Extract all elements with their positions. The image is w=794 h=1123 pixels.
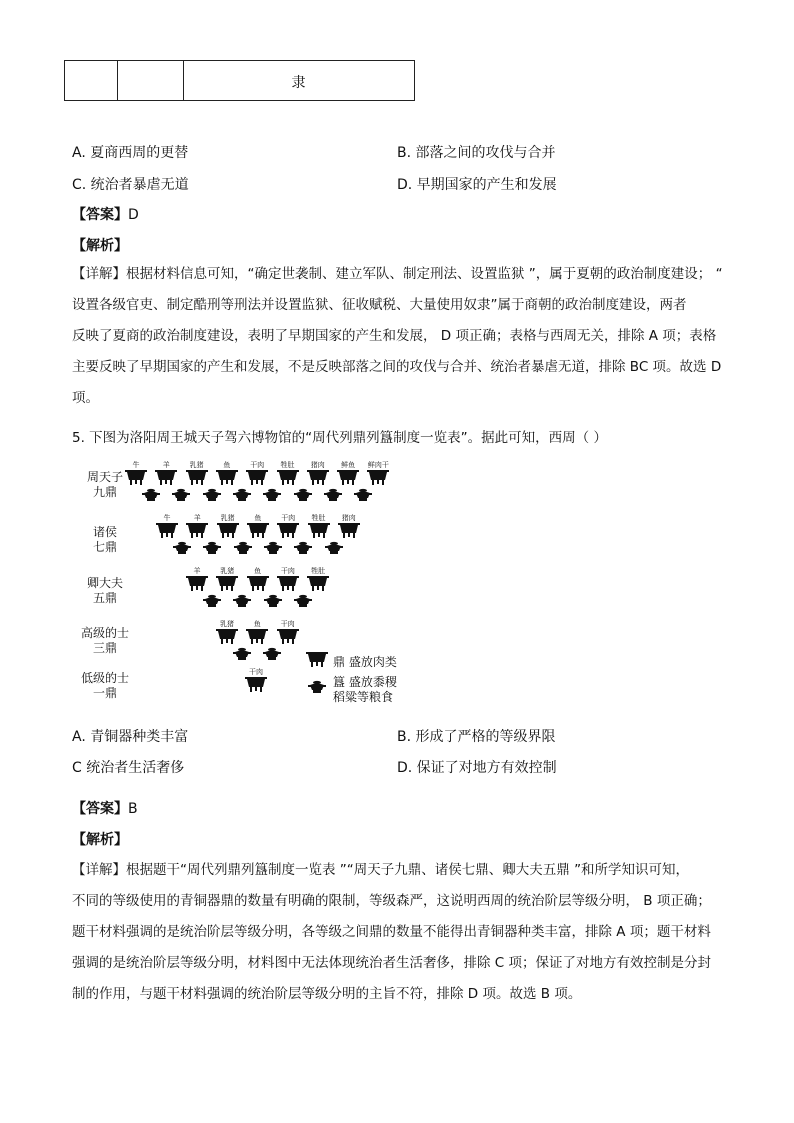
ding-icon: [245, 469, 269, 485]
food-label: 干肉: [280, 620, 295, 628]
food-label: 干肉: [280, 567, 295, 575]
q5-option-d: D. 保证了对地方有效控制: [397, 760, 557, 776]
legend-gui-text: 稻粱等粮食: [333, 690, 394, 704]
ding-icon: [337, 522, 361, 538]
food-label: 乳猪: [220, 514, 235, 522]
gui-icon: [354, 488, 372, 502]
q5-analysis: [72, 855, 732, 1010]
q5-answer: [72, 798, 138, 818]
ding-icon: [215, 575, 239, 591]
gui-icon: [203, 541, 221, 555]
gui-icon: [263, 488, 281, 502]
ding-icon: [307, 522, 331, 538]
gui-icon: [264, 594, 282, 608]
analysis-line: 【详解】根据题干“周代列鼎列簋制度一览表 ”“周天子九鼎、诸侯七鼎、卿大夫五鼎 ”和所学知识可知，: [72, 862, 690, 878]
rank-label: 低级的士 一鼎: [80, 671, 129, 700]
analysis-line: 设置各级官吏、制定酷刑等刑法并设置监狱、征收赋税、大量使用奴隶”属于商朝的政治制度建设，两者: [72, 297, 687, 313]
legend-ding-icon: [305, 651, 329, 667]
rank-label: 高级的士 三鼎: [80, 626, 129, 655]
ding-icon: [276, 575, 300, 591]
gui-icon: [233, 647, 251, 661]
ding-icon: [155, 522, 179, 538]
analysis-line: 题干材料强调的是统治阶层等级分明，各等级之间鼎的数量不能得出青铜器种类丰富，排除 A 项；题干材料: [72, 924, 711, 940]
gui-icon: [233, 488, 251, 502]
gui-icon: [294, 594, 312, 608]
answer-label: 【答案】: [72, 801, 128, 817]
analysis-line: 【详解】根据材料信息可知，“确定世袭制、建立军队、制定刑法、设置监狱 ”，属于夏朝的政治制度建设； “: [72, 266, 723, 282]
q4-option-d: D. 早期国家的产生和发展: [397, 177, 557, 193]
q5-stem: 5. 下图为洛阳周王城天子驾六博物馆的“周代列鼎列簋制度一览表”。据此可知，西周（ ）: [72, 430, 607, 446]
food-label: 牛: [132, 461, 140, 469]
food-label: 鱼: [253, 620, 261, 628]
analysis-line: 制的作用，与题干材料强调的统治阶层等级分明的主旨不符，排除 D 项。故选 B 项。: [72, 986, 582, 1002]
food-label: 鲜肉干: [367, 461, 389, 469]
analysis-line: 项。: [72, 390, 99, 406]
analysis-line: 主要反映了早期国家的产生和发展，不是反映部落之间的攻伐与合并、统治者暴虐无道，排除 BC 项。故选 D: [72, 359, 722, 375]
food-label: 鲜鱼: [341, 461, 356, 469]
q4-option-a: A. 夏商西周的更替: [72, 145, 189, 161]
q4-option-b: B. 部落之间的攻伐与合并: [397, 145, 556, 161]
ding-icon: [216, 522, 240, 538]
ding-icon: [124, 469, 148, 485]
ding-icon: [246, 522, 270, 538]
analysis-line: 反映了夏商的政治制度建设，表明了早期国家的产生和发展， D 项正确；表格与西周无关，排除 A 项；表格: [72, 328, 717, 344]
ding-icon: [276, 469, 300, 485]
gui-icon: [325, 541, 343, 555]
gui-icon: [173, 541, 191, 555]
analysis-line: 不同的等级使用的青铜器鼎的数量有明确的限制，等级森严，这说明西周的统治阶层等级分明， B 项正确；: [72, 893, 711, 909]
gui-icon: [234, 541, 252, 555]
ding-icon: [276, 522, 300, 538]
q5-option-c: C 统治者生活奢侈: [72, 760, 185, 776]
ding-icon: [244, 676, 268, 692]
food-label: 鱼: [254, 567, 262, 575]
legend-gui-icon: [308, 680, 326, 694]
food-label: 干肉: [250, 461, 265, 469]
ding-icon: [154, 469, 178, 485]
legend-gui-text: 簋 盛放黍稷: [333, 675, 397, 689]
gui-icon: [203, 488, 221, 502]
answer-value: B: [128, 801, 138, 817]
rank-label: 诸侯 七鼎: [92, 525, 117, 554]
q5-analysis-label: 【解析】: [72, 832, 128, 848]
ding-icon: [185, 522, 209, 538]
legend-ding-text: 鼎 盛放肉类: [333, 655, 397, 669]
ding-icon: [366, 469, 390, 485]
gui-icon: [142, 488, 160, 502]
ding-icon: [245, 628, 269, 644]
q5-option-b: B. 形成了严格的等级界限: [397, 729, 556, 745]
food-label: 干肉: [249, 668, 263, 676]
food-label: 牲肚: [311, 567, 326, 575]
food-label: 羊: [193, 567, 201, 575]
answer-label: 【答案】: [72, 207, 128, 223]
food-label: 羊: [193, 514, 201, 522]
ding-icon: [306, 575, 330, 591]
food-label: 乳猪: [220, 567, 235, 575]
ding-icon: [185, 575, 209, 591]
ding-icon: [215, 628, 239, 644]
gui-icon: [172, 488, 190, 502]
rank-label: 卿大夫 五鼎: [86, 576, 123, 605]
rank-label: 周天子 九鼎: [86, 470, 123, 499]
q4-analysis-label: 【解析】: [72, 238, 128, 254]
answer-value: D: [128, 207, 139, 223]
ding-icon: [306, 469, 330, 485]
q4-option-c: C. 统治者暴虐无道: [72, 177, 189, 193]
table-cell: 隶: [291, 75, 306, 91]
ding-icon: [276, 628, 300, 644]
gui-icon: [324, 488, 342, 502]
analysis-line: 强调的是统治阶层等级分明，材料图中无法体现统治者生活奢侈，排除 C 项；保证了对地方有效控制是分封: [72, 955, 712, 971]
food-label: 猪肉: [310, 461, 325, 469]
ding-icon: [336, 469, 360, 485]
food-label: 羊: [162, 461, 170, 469]
ding-icon: [215, 469, 239, 485]
food-label: 乳猪: [220, 620, 234, 628]
food-label: 牲肚: [311, 514, 326, 522]
food-label: 牛: [163, 514, 171, 522]
gui-icon: [294, 541, 312, 555]
food-label: 猪肉: [341, 514, 356, 522]
food-label: 鱼: [254, 514, 262, 522]
ding-icon: [185, 469, 209, 485]
gui-icon: [294, 488, 312, 502]
food-label: 干肉: [281, 514, 296, 522]
q5-option-a: A. 青铜器种类丰富: [72, 729, 189, 745]
gui-icon: [203, 594, 221, 608]
ding-icon: [246, 575, 270, 591]
food-label: 乳猪: [189, 461, 204, 469]
food-label: 鱼: [223, 461, 231, 469]
gui-icon: [233, 594, 251, 608]
gui-icon: [263, 647, 281, 661]
food-label: 牲肚: [280, 461, 295, 469]
gui-icon: [264, 541, 282, 555]
